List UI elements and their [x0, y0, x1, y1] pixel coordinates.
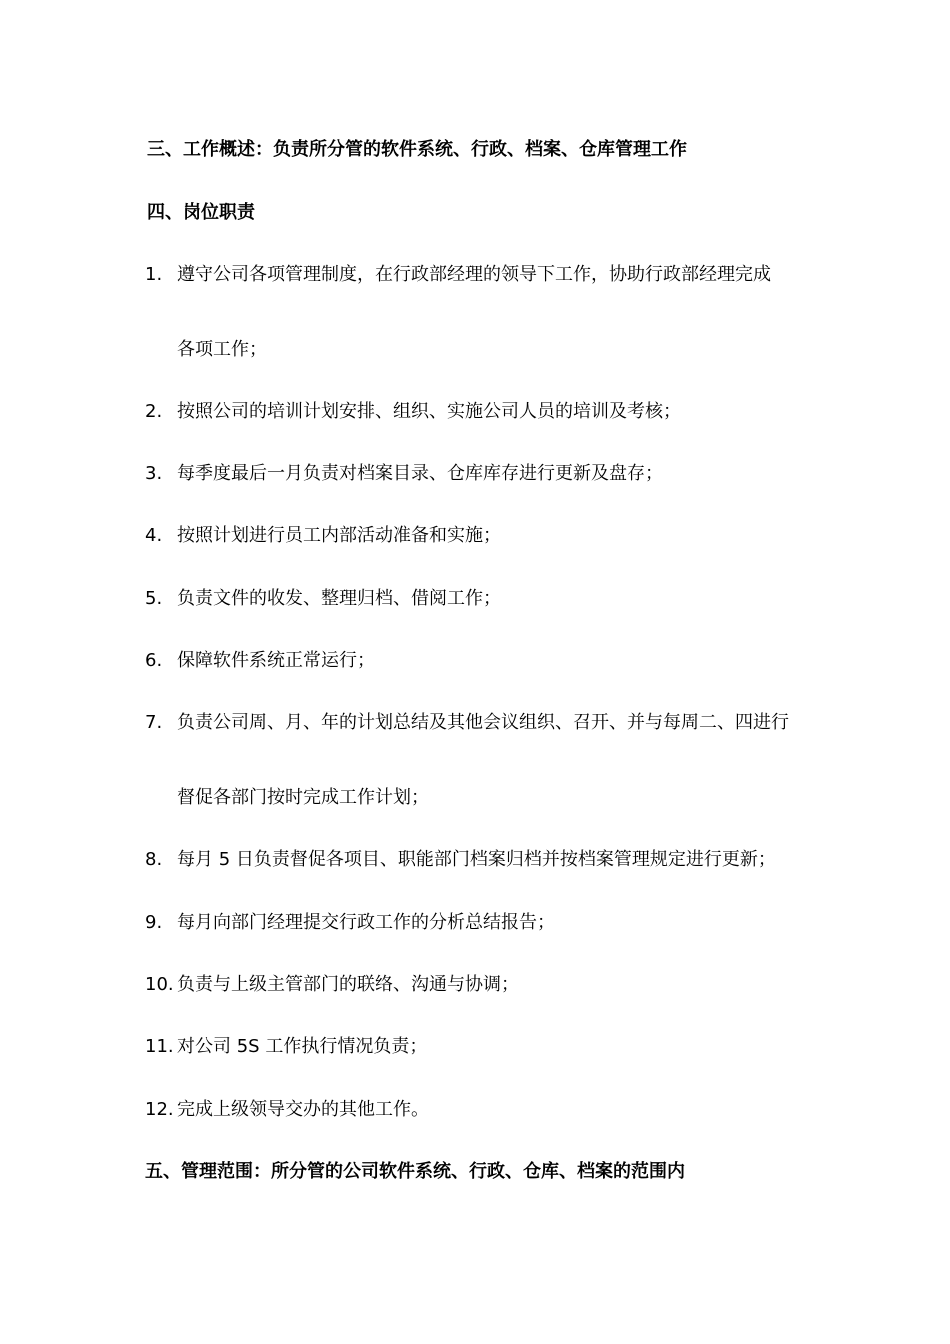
list-item-continuation: 各项工作；	[177, 339, 267, 360]
list-item-text: 负责文件的收发、整理归档、借阅工作；	[177, 588, 501, 609]
list-item-number: 9.	[145, 912, 163, 933]
list-item-text: 遵守公司各项管理制度，在行政部经理的领导下工作，协助行政部经理完成	[177, 264, 771, 285]
list-item-continuation: 督促各部门按时完成工作计划；	[177, 787, 429, 808]
list-item-text: 每月向部门经理提交行政工作的分析总结报告；	[177, 912, 555, 933]
list-item-text: 对公司 5S 工作执行情况负责；	[177, 1036, 428, 1057]
list-item-text: 保障软件系统正常运行；	[177, 650, 375, 671]
list-item-text: 负责公司周、月、年的计划总结及其他会议组织、召开、并与每周二、四进行	[177, 712, 789, 733]
section-4-heading: 四、岗位职责	[147, 202, 255, 223]
list-item-number: 6.	[145, 650, 163, 671]
list-item-number: 1.	[145, 264, 163, 285]
list-item-text: 每月 5 日负责督促各项目、职能部门档案归档并按档案管理规定进行更新；	[177, 849, 776, 870]
list-item-text: 每季度最后一月负责对档案目录、仓库库存进行更新及盘存；	[177, 463, 663, 484]
list-item-text: 负责与上级主管部门的联络、沟通与协调；	[177, 974, 519, 995]
section-5-heading: 五、管理范围：所分管的公司软件系统、行政、仓库、档案的范围内	[145, 1161, 685, 1182]
list-item-text: 按照计划进行员工内部活动准备和实施；	[177, 525, 501, 546]
list-item-number: 3.	[145, 463, 163, 484]
list-item-text: 完成上级领导交办的其他工作。	[177, 1099, 429, 1120]
list-item-text: 按照公司的培训计划安排、组织、实施公司人员的培训及考核；	[177, 401, 681, 422]
section-3-heading: 三、工作概述：负责所分管的软件系统、行政、档案、仓库管理工作	[147, 139, 687, 160]
list-item-number: 7.	[145, 712, 163, 733]
list-item-number: 12.	[145, 1099, 174, 1120]
list-item-number: 8.	[145, 849, 163, 870]
list-item-number: 5.	[145, 588, 163, 609]
list-item-number: 2.	[145, 401, 163, 422]
list-item-number: 4.	[145, 525, 163, 546]
list-item-number: 11.	[145, 1036, 174, 1057]
list-item-number: 10.	[145, 974, 174, 995]
